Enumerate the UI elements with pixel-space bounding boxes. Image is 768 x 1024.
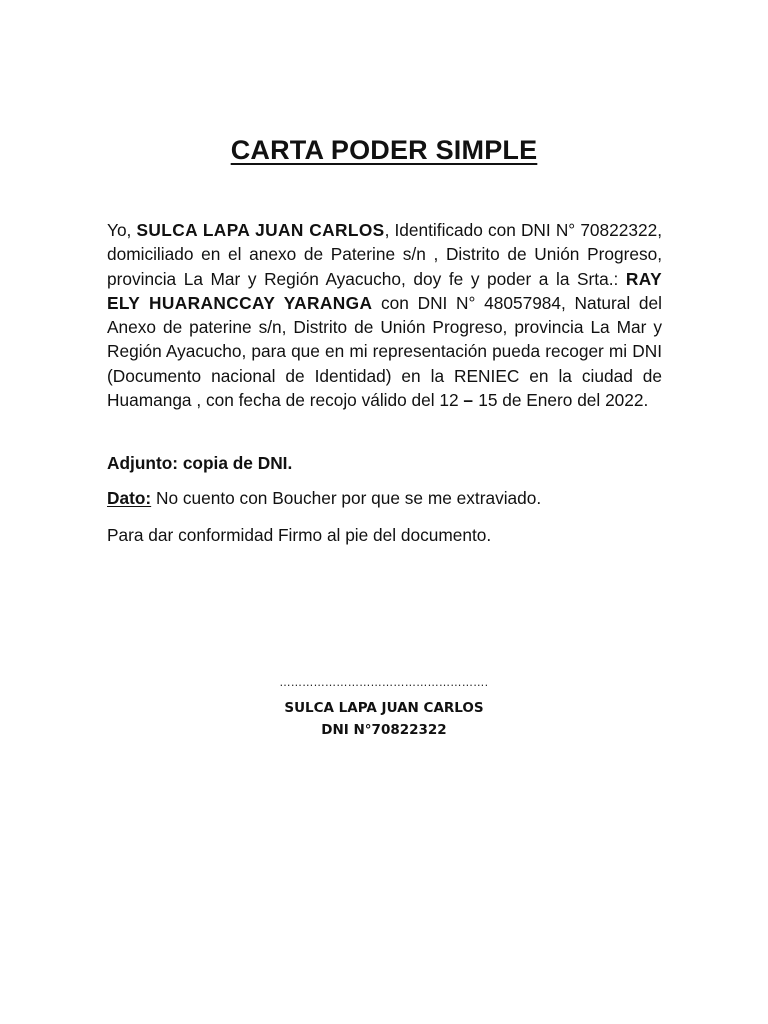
body-text-2: , Identificado con DNI N° 70822322, domiciliado en el anexo de Paterine s/n , Distrito de Unión Progreso, provincia La Mar y Región Ayacucho, doy fe y poder a la Srta.: bbox=[107, 220, 663, 289]
body-paragraph bbox=[107, 218, 662, 412]
body-text-1: Yo, bbox=[107, 220, 137, 240]
signature-line: ………………………………………………. bbox=[279, 676, 489, 689]
grantee-name: RAY ELY HUARANCCAY YARANGA bbox=[107, 268, 662, 313]
attachment-note: Adjunto: copia de DNI. bbox=[107, 453, 293, 473]
data-note bbox=[107, 488, 541, 509]
data-note-label: Dato: bbox=[107, 488, 152, 508]
body-text-3: con DNI N° 48057984, Natural del Anexo de paterine s/n, Distrito de Unión Progreso, provincia La Mar y Región Ayacucho, para que en mi representación pueda recoger mi DNI (Documento nacional de Identidad) en la RENIEC en la ciudad de Huamanga , con fecha de recojo válido del 12 bbox=[107, 292, 662, 411]
signature-block bbox=[0, 676, 768, 741]
signer-dni: DNI N°70822322 bbox=[321, 722, 447, 738]
grantor-name: SULCA LAPA JUAN CARLOS bbox=[136, 220, 385, 240]
data-note-text: No cuento con Boucher por que se me extraviado. bbox=[151, 488, 542, 508]
conformity-statement: Para dar conformidad Firmo al pie del documento. bbox=[107, 525, 492, 545]
body-text-4: 15 de Enero del 2022. bbox=[473, 390, 649, 411]
date-dash: – bbox=[463, 390, 474, 411]
signer-name: SULCA LAPA JUAN CARLOS bbox=[284, 700, 484, 716]
document-title: CARTA PODER SIMPLE bbox=[230, 135, 538, 165]
